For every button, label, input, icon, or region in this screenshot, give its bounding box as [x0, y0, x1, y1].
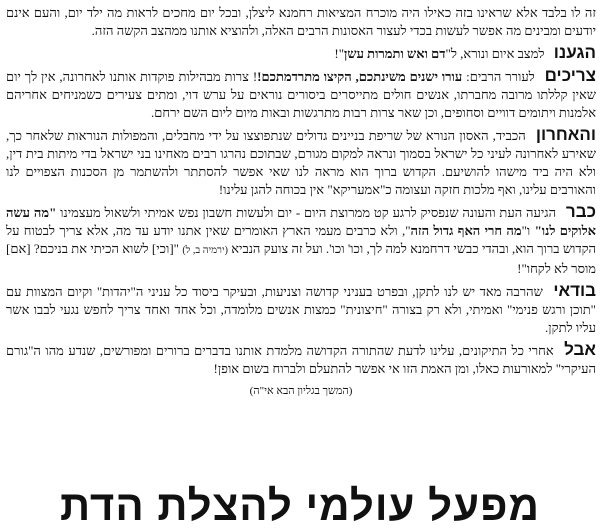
banner-title: מפעל עולמי להצלת הדת: [59, 482, 540, 529]
lead-word-veacharon: והאחרון: [535, 125, 596, 144]
ingu-text-after: "!: [334, 46, 345, 61]
ingu-bold: דם ואש ותמרות עשן: [344, 46, 446, 61]
vadai-text: שהרבה מאד יש לנו לתקן, ובפרט בעניני קדושה וצניעות, ובעיקר ביסוד כל עניני ה"יהדות" וקיום המצוות עם "תוכן ורגש פנימי" ואמיתי, ולא רק בצורה "חיצונית" כמצות אנשים מלומדה, וכל אחד ואחד צריך לחפש נגעי לבבו אשר עליו לתקן.: [6, 284, 596, 335]
kvar-bold-2: מה חרי האף גדול הזה: [410, 223, 522, 238]
lead-word-kvar: כבר: [565, 202, 597, 221]
intro-text: זה לו בלבד אלא שראינו בזה כאילו היה מוכרח המציאות רחמנא ליצלן, ובכל יום מחכים לראות מה ילד יום, והעם אינם יודעים ומבינים מה אפשר לעשות בכדי לעצור האסונות הרבים האלה, ולהוציא אותנו ממהצב הקשה הזה.: [6, 5, 596, 38]
paragraph-ingu: [6, 44, 596, 63]
paragraph-kvar: [6, 203, 596, 278]
paragraph-tzrichim: [6, 67, 596, 122]
kvar-text-4: "[וכי] לשוא הכיתי את בניכם? [אם] מוסר לא לקחו"!: [6, 241, 596, 276]
kvar-citation: (ירמיה ב, ל): [182, 245, 228, 256]
paragraph-veacharon: [6, 126, 596, 199]
lead-word-tzrichim: צריכים: [544, 66, 597, 85]
ingu-text-before: למצב איום ונורא, ל": [445, 46, 545, 61]
lead-word-ingu: הגענו: [553, 43, 596, 62]
continuation-note: (המשך בגליון הבא אי"ה): [249, 385, 353, 397]
kvar-text-1: הגיעה העת והעונה שנפסיק לרגע קט ממרוצת היום - יום ולעשות חשבון נפש אמיתי ולשאול מעצמינו: [60, 205, 557, 220]
lead-word-vadai: בודאי: [553, 281, 596, 300]
kvar-text-3: ", ולא כרבים מעמי הארץ האומרים שאין אתנו יודע עד מה, אלא צריך לבטוח על הקדוש ברוך הוא, ובהדי כבשי דרחמנא למה לך, וכו' וכו'. ועל זה צועק הנביא: [6, 223, 597, 256]
lead-word-aval: אבל: [564, 340, 597, 359]
paragraph-vadai: [6, 282, 596, 337]
aval-text: אחרי כל התיקונים, עלינו לדעת שהתורה הקדושה מלמדת אותנו בדברים ברורים ומפורשים, שנדע מהו ה"גורם העיקרי" למאורעות כאלו, ומן האמת הזו אי אפשר להתעלם ולברוח בשום אופן!: [6, 343, 596, 376]
intro-paragraph: [6, 4, 596, 40]
kvar-bold-1: "מה עשה אלוקים לנו": [6, 205, 597, 238]
kvar-text-2: ו": [521, 223, 531, 238]
veacharon-text: הכביד, האסון הנורא של שריפת בניינים גדולים שנתפוצצו על ידי מחבלים, והמפולות הנוראות שלאחר כך, שאירע לאחרונה לעיני כל ישראל בסמוך ונראה למקום מגורם, שבתוכם נהרגו רבים מאחינו בני ישראל בדי מיתות בית דין, ולא היה ביד מישהו להושיעם. הקדוש ברוך הוא מראה לנו שאי אפשר להסתתר ולהשתמר מן הסכנות הצפויים לנו והאורבים עלינו, ואף מלכות חזקה ועצומה כ"אמעריקא" אין בכוחה להגן עלינו!: [6, 128, 596, 197]
paragraph-aval: [6, 341, 596, 378]
tzrichim-text-before: לעורר הרבים:: [466, 69, 535, 84]
tzrichim-text-after: ! צרות מבהילות פוקדות אותנו לאחרונה, אין לך יום שאין קללתו מרובה מחברתו, אנשים חולים מתייסרים ביסורים נוראים על ערש דוי, ומתים צעירים כשמניחים אחריהם אלמנות ויתומים דוויים וסחופים, וכן שאר צרות רבות מתרגשות ובאות מיום ליום השם ירחם.: [6, 69, 596, 120]
tzrichim-bold: עורו ישנים משינתכם, הקיצו מתרדמתכם!: [257, 69, 463, 84]
